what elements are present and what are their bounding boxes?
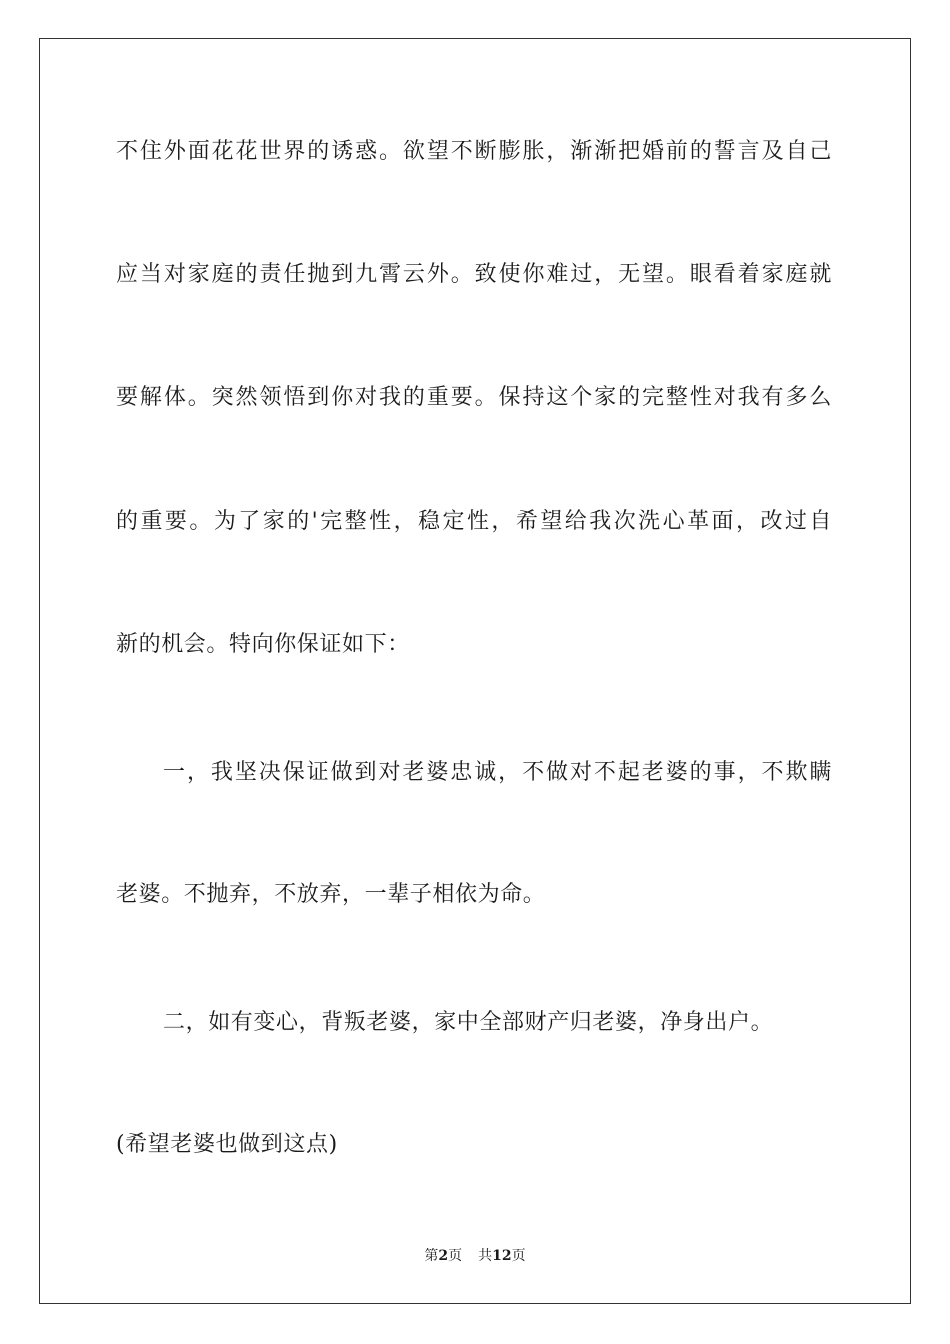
pledge-one-line-2: 老婆。不抛弃，不放弃，一辈子相依为命。 <box>116 882 546 907</box>
pledge-one-line-1: 一，我坚决保证做到对老婆忠诚，不做对不起老婆的事，不欺瞒 <box>163 760 832 785</box>
body-line-1: 不住外面花花世界的诱惑。欲望不断膨胀，渐渐把婚前的誓言及自己 <box>116 139 832 164</box>
body-line-3: 要解体。突然领悟到你对我的重要。保持这个家的完整性对我有多么 <box>116 385 832 410</box>
page-total: 12 <box>492 1248 512 1264</box>
page-current: 2 <box>438 1248 449 1264</box>
body-line-2: 应当对家庭的责任抛到九霄云外。致使你难过，无望。眼看着家庭就 <box>116 262 832 287</box>
body-line-5: 新的机会。特向你保证如下： <box>116 632 410 657</box>
pledge-two-line: 二，如有变心，背叛老婆，家中全部财产归老婆，净身出户。 <box>163 1010 774 1035</box>
page-suffix: 页 <box>448 1248 463 1264</box>
page-prefix: 第 <box>424 1248 439 1264</box>
total-prefix: 共 <box>478 1248 493 1264</box>
page-footer <box>0 1246 950 1266</box>
body-line-4: 的重要。为了家的'完整性，稳定性，希望给我次洗心革面，改过自 <box>116 509 832 534</box>
total-suffix: 页 <box>511 1248 526 1264</box>
closing-note: (希望老婆也做到这点) <box>116 1132 338 1157</box>
page-border <box>39 38 911 1304</box>
